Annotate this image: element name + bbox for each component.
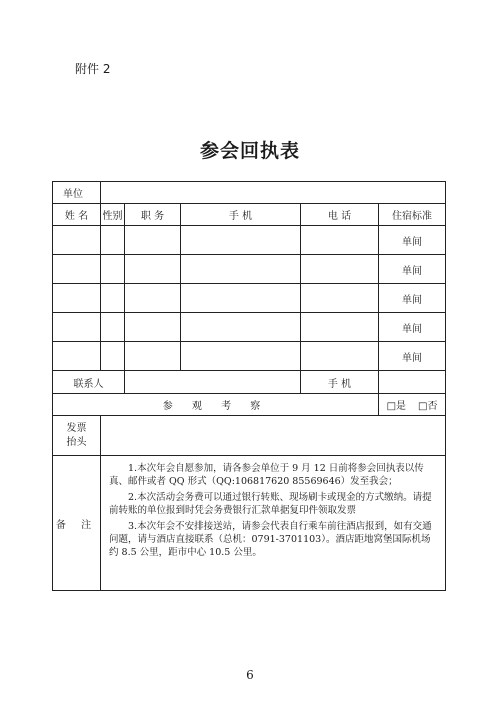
unit-label: 单位: [53, 182, 101, 204]
invoice-label: 发票抬头: [53, 416, 101, 456]
invoice-field[interactable]: [101, 416, 446, 456]
phone-cell[interactable]: [301, 226, 379, 255]
remarks-content: [101, 456, 446, 591]
note-3: 3.本次年会不安排接送站，请参会代表自行乘车前往酒店报到，如有交通问题，请与酒店直接联系（总机：0791-3701103）。酒店距地窝堡国际机场约 8.5 公里，距市中心 10.5 公里。: [109, 521, 432, 558]
invoice-row: [53, 416, 446, 456]
attendee-row: [53, 313, 446, 342]
attendee-row: [53, 342, 446, 371]
gender-cell[interactable]: [101, 255, 125, 284]
visit-choice: [379, 394, 446, 416]
header-position: 职 务: [125, 204, 181, 226]
mobile-cell[interactable]: [181, 342, 301, 371]
header-gender: 性别: [101, 204, 125, 226]
yes-checkbox[interactable]: □是: [386, 401, 407, 412]
remarks-label: 备 注: [53, 456, 101, 591]
position-cell[interactable]: [125, 313, 181, 342]
contact-mobile-field[interactable]: [379, 371, 446, 394]
page-number: 6: [246, 668, 254, 682]
room-type-cell[interactable]: 单间: [379, 255, 446, 284]
gender-cell[interactable]: [101, 342, 125, 371]
contact-row: [53, 371, 446, 394]
note-1: 1.本次年会自愿参加，请各参会单位于 9 月 12 日前将参会回执表以传真、邮件或者 QQ 形式（QQ:106817620 85569646）发至我会；: [109, 463, 424, 487]
unit-row: [53, 182, 446, 204]
room-type-cell[interactable]: 单间: [379, 313, 446, 342]
gender-cell[interactable]: [101, 313, 125, 342]
header-accommodation: 住宿标准: [379, 204, 446, 226]
name-cell[interactable]: [53, 255, 101, 284]
gender-cell[interactable]: [101, 284, 125, 313]
room-type-cell[interactable]: 单间: [379, 226, 446, 255]
attendee-row: [53, 255, 446, 284]
note-2: 2.本次活动会务费可以通过银行转账、现场刷卡或现金的方式缴纳。请提前转账的单位报到时凭会务费银行汇款单据复印件领取发票: [109, 492, 432, 516]
name-cell[interactable]: [53, 342, 101, 371]
form-title: 参会回执表: [199, 140, 300, 162]
phone-cell[interactable]: [301, 313, 379, 342]
position-cell[interactable]: [125, 342, 181, 371]
attendee-row: [53, 284, 446, 313]
name-cell[interactable]: [53, 284, 101, 313]
no-checkbox[interactable]: □否: [418, 401, 438, 412]
visit-label: 参 观 考 察: [53, 394, 379, 416]
header-mobile: 手 机: [181, 204, 301, 226]
attachment-label: 附件 2: [75, 62, 111, 76]
room-type-cell[interactable]: 单间: [379, 284, 446, 313]
position-cell[interactable]: [125, 226, 181, 255]
unit-field[interactable]: [101, 182, 446, 204]
remarks-row: [53, 456, 446, 591]
header-row: [53, 204, 446, 226]
mobile-cell[interactable]: [181, 313, 301, 342]
phone-cell[interactable]: [301, 284, 379, 313]
contact-mobile-label: 手 机: [301, 371, 379, 394]
contact-label: 联系人: [53, 371, 125, 394]
registration-form-table: [52, 181, 446, 591]
phone-cell[interactable]: [301, 342, 379, 371]
phone-cell[interactable]: [301, 255, 379, 284]
header-name: 姓 名: [53, 204, 101, 226]
attendee-row: [53, 226, 446, 255]
position-cell[interactable]: [125, 284, 181, 313]
name-cell[interactable]: [53, 313, 101, 342]
room-type-cell[interactable]: 单间: [379, 342, 446, 371]
header-phone: 电 话: [301, 204, 379, 226]
position-cell[interactable]: [125, 255, 181, 284]
visit-row: [53, 394, 446, 416]
mobile-cell[interactable]: [181, 226, 301, 255]
name-cell[interactable]: [53, 226, 101, 255]
gender-cell[interactable]: [101, 226, 125, 255]
mobile-cell[interactable]: [181, 255, 301, 284]
mobile-cell[interactable]: [181, 284, 301, 313]
contact-field[interactable]: [125, 371, 301, 394]
